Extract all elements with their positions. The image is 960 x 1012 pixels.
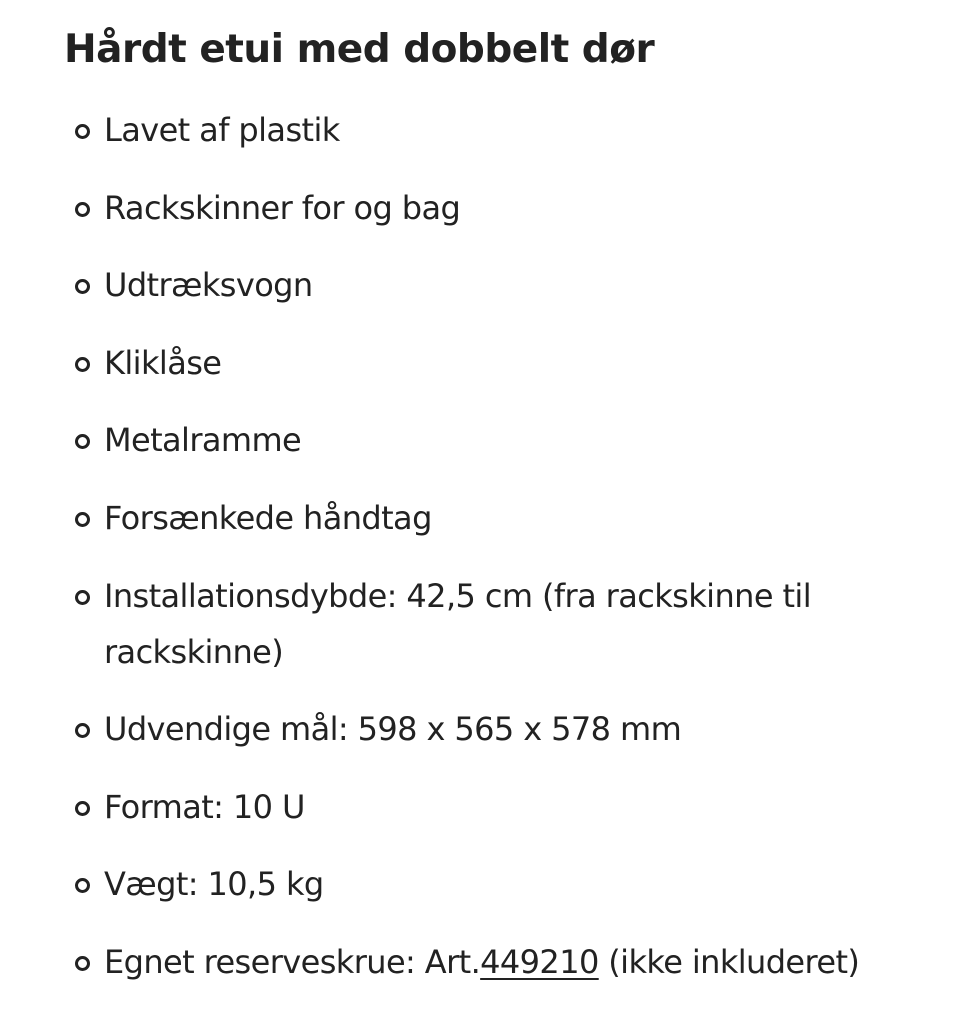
product-description (64, 22, 944, 981)
circle-bullet-icon (75, 801, 90, 816)
circle-bullet-icon (75, 512, 90, 527)
list-item (64, 102, 924, 158)
list-item (64, 412, 924, 468)
list-item (64, 568, 884, 680)
circle-bullet-icon (75, 357, 90, 372)
circle-bullet-icon (75, 279, 90, 294)
list-item-text: Metalramme (104, 421, 302, 460)
list-item (64, 180, 924, 236)
list-item-text: Kliklåse (104, 343, 222, 382)
feature-list (64, 102, 924, 1012)
list-item (64, 779, 924, 835)
article-number-link[interactable]: 449210 (480, 942, 599, 981)
list-item-text: Lavet af plastik (104, 111, 340, 149)
list-item-text: Rackskinner for og bag (104, 188, 461, 227)
circle-bullet-icon (75, 878, 90, 893)
list-item-text: Installationsdybde: 42,5 cm (fra rackskinne til rackskinne) (104, 576, 812, 671)
page-title: Hårdt etui med dobbelt dør (64, 27, 655, 72)
circle-bullet-icon (75, 434, 90, 449)
spare-screw-suffix: (ikke inkluderet) (598, 942, 860, 981)
list-item (64, 335, 924, 391)
list-item-text: Format: 10 U (104, 787, 305, 826)
list-item-text: Forsænkede håndtag (104, 498, 432, 537)
list-item-spare-screw (64, 934, 924, 990)
list-item-text: Vægt: 10,5 kg (104, 865, 324, 904)
spare-screw-prefix: Egnet reserveskrue: Art. (104, 942, 481, 981)
circle-bullet-icon (75, 956, 90, 971)
list-item (64, 701, 924, 757)
circle-bullet-icon (75, 124, 90, 139)
list-item-text: Udvendige mål: 598 x 565 x 578 mm (104, 710, 682, 749)
list-item (64, 490, 924, 546)
circle-bullet-icon (75, 590, 90, 605)
list-item (64, 856, 924, 912)
list-item-text: Udtræksvogn (104, 266, 313, 305)
list-item (64, 257, 924, 313)
circle-bullet-icon (75, 723, 90, 738)
circle-bullet-icon (75, 202, 90, 217)
